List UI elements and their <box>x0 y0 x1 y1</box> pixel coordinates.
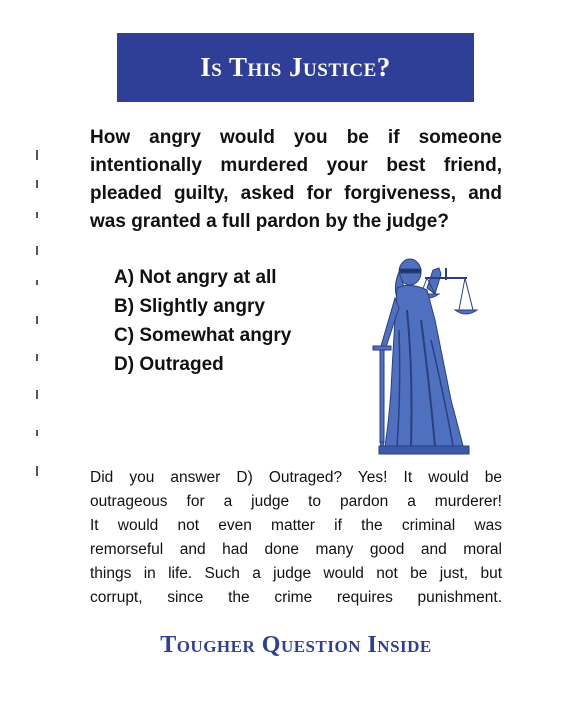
answer-line: outrageous for a judge to pardon a murderer! <box>90 493 502 510</box>
answer-line: corrupt, since the crime requires punishment. <box>90 589 502 606</box>
option-a: A) Not angry at all <box>114 267 277 288</box>
option-b: B) Slightly angry <box>114 296 265 317</box>
page-title: Is This Justice? <box>200 52 391 82</box>
option-c: C) Somewhat angry <box>114 325 292 346</box>
lady-justice-statue-icon <box>355 250 480 455</box>
question-text: How angry would you be if someone intentionally murdered your best friend, pleaded guilty, asked for forgiveness, and was granted a full pardon by the judge? <box>90 127 502 232</box>
answer-options-list <box>114 263 291 379</box>
answer-line: Did you answer D) Outraged? Yes! It would be <box>90 469 502 486</box>
fold-guide-marks <box>36 150 38 480</box>
footer-title: Tougher Question Inside <box>160 632 432 658</box>
answer-line: things in life. Such a judge would not be just, but <box>90 565 502 582</box>
answer-paragraph <box>90 466 502 610</box>
title-banner <box>117 33 474 102</box>
answer-line: It would not even matter if the criminal was <box>90 517 502 534</box>
option-d: D) Outraged <box>114 354 224 375</box>
answer-line: remorseful and had done many good and moral <box>90 541 502 558</box>
